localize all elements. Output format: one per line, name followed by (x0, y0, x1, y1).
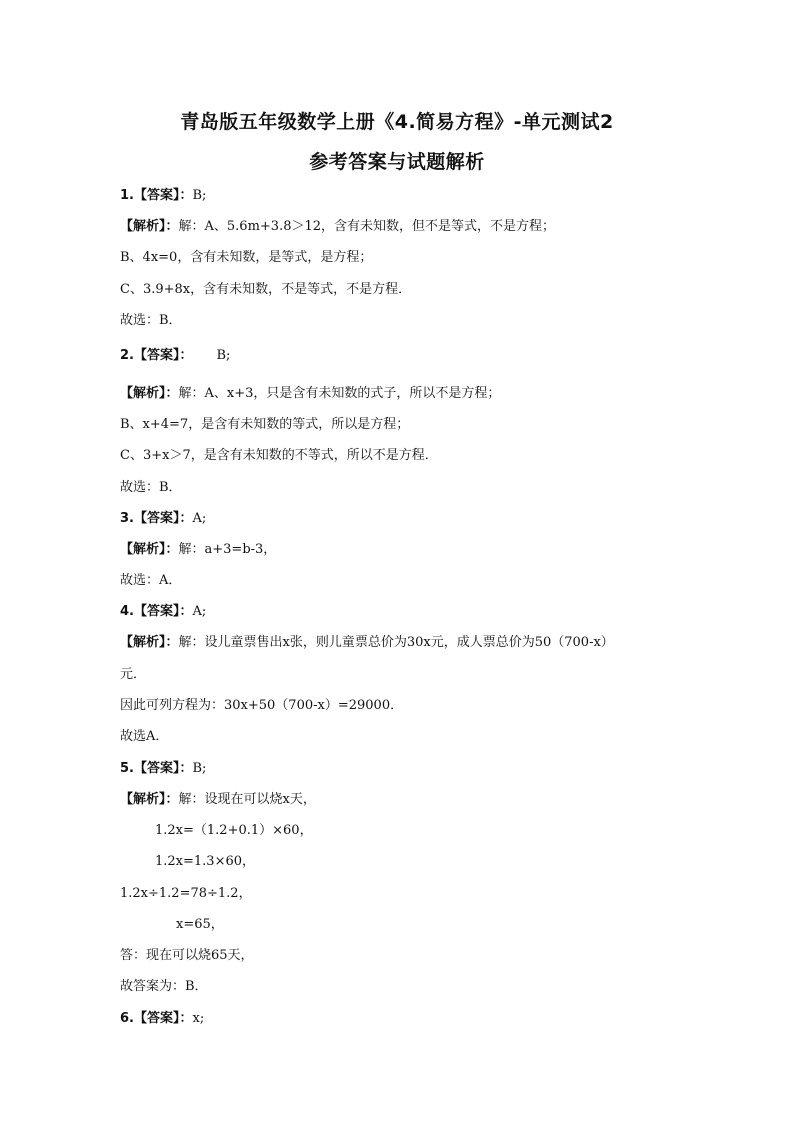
q6-answer-label: 6.【答案】： (120, 1011, 193, 1026)
q2-analysis (120, 385, 500, 403)
q3-analysis (120, 541, 276, 559)
q5-analysis-line: 答：现在可以烧65天， (120, 948, 254, 963)
q1-analysis-line: 解：A、5.6m+3.8＞12，含有未知数，但不是等式，不是方程； (178, 219, 556, 234)
q5-equation-line: 1.2x÷1.2=78÷1.2， (120, 886, 252, 901)
q4-analysis-line: 元． (120, 667, 147, 682)
q2-analysis-line: 故选：B． (120, 480, 182, 495)
q5-answer-label: 5.【答案】： (120, 761, 193, 776)
q4-analysis-line: 解：设儿童票售出x张，则儿童票总价为30x元，成人票总价为50（700-x） (178, 635, 614, 650)
q3-answer-label: 3.【答案】： (120, 511, 193, 526)
q5-analysis (120, 791, 316, 809)
q3-analysis-line: 故选：A． (120, 573, 182, 588)
q1-analysis-label: 【解析】： (120, 219, 179, 234)
q3-answer (120, 510, 206, 528)
q2-analysis-line: C、3+x＞7，是含有未知数的不等式，所以不是方程． (120, 448, 438, 463)
q5-answer (120, 760, 206, 778)
q5-analysis-line: 故答案为：B． (120, 979, 208, 994)
q1-analysis-line: C、3.9+8x，含有未知数，不是等式，不是方程． (120, 282, 412, 297)
q6-answer (120, 1010, 204, 1028)
q5-equation-line: x=65， (176, 917, 224, 932)
q1-answer-value: B; (192, 188, 207, 203)
q1-answer-label: 1.【答案】： (120, 188, 193, 203)
q4-analysis-label: 【解析】： (120, 635, 179, 650)
document-subtitle: 参考答案与试题解析 (309, 151, 485, 173)
q6-answer-value: x; (192, 1011, 205, 1026)
q3-analysis-line: 解：a+3=b-3， (178, 542, 277, 557)
q5-answer-value: B; (192, 761, 207, 776)
q5-equation-line: 1.2x=（1.2+0.1）×60， (155, 823, 313, 838)
q1-analysis (120, 218, 555, 236)
q2-analysis-label: 【解析】： (120, 386, 179, 401)
q2-answer (120, 347, 230, 365)
q4-analysis (120, 634, 614, 652)
q4-answer (120, 603, 206, 621)
q4-answer-label: 4.【答案】： (120, 604, 193, 619)
q1-analysis-line: 故选：B． (120, 313, 182, 328)
q3-analysis-label: 【解析】： (120, 542, 179, 557)
q1-analysis-line: B、4x=0，含有未知数，是等式，是方程； (120, 250, 373, 265)
q3-answer-value: A; (192, 511, 207, 526)
q4-analysis-line: 因此可列方程为：30x+50（700-x）=29000． (120, 698, 404, 713)
q5-analysis-label: 【解析】： (120, 792, 179, 807)
q4-answer-value: A; (192, 604, 207, 619)
q5-equation-line: 1.2x=1.3×60， (155, 854, 256, 869)
q2-analysis-line: 解：A、x+3，只是含有未知数的式子，所以不是方程； (178, 386, 501, 401)
q2-answer-label: 2.【答案】： (120, 348, 193, 363)
document-title: 青岛版五年级数学上册《4.简易方程》-单元测试2 (180, 111, 614, 133)
q2-answer-value: B; (216, 348, 231, 363)
q5-analysis-line: 解：设现在可以烧x天， (178, 792, 316, 807)
q4-analysis-line: 故选A． (120, 729, 169, 744)
q1-answer (120, 187, 206, 205)
q2-analysis-line: B、x+4=7，是含有未知数的等式，所以是方程； (120, 417, 410, 432)
